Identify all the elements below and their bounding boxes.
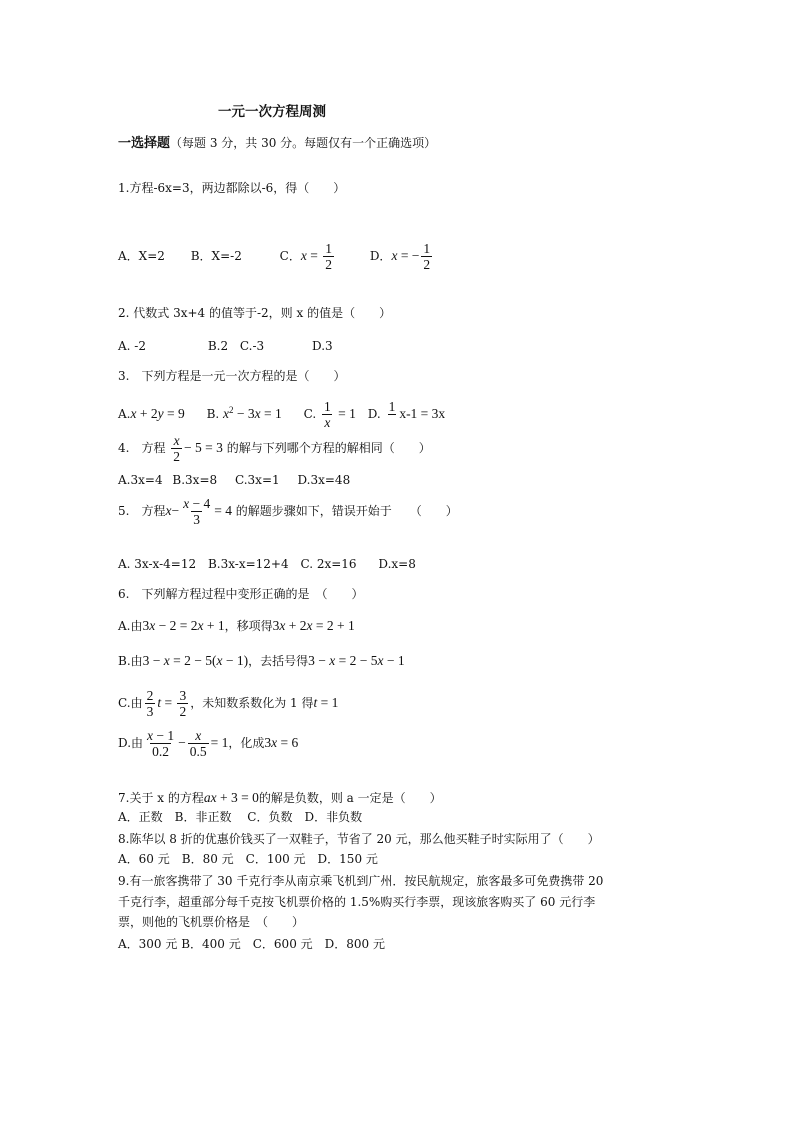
q1-option-c: C．x = $\frac{1}{2}$ [279, 241, 332, 272]
q2-options [118, 338, 355, 354]
q7-options: A．正数 B．非正数 C．负数 D．非负数 [118, 810, 363, 824]
q2-stem: 2. 代数式 3x+4 的值等于-2，则 x 的值是（ ） [118, 306, 392, 320]
q7-stem: 7.关于 x 的方程ax + 3 = 0的解是负数，则 a 一定是（ ） [118, 790, 442, 805]
q2-option-d: D.3 [312, 339, 333, 353]
q2-option-a: A. -2 [118, 339, 146, 353]
q5-option-c: C. 2x=16 [300, 557, 357, 571]
q2-option-c: C.-3 [239, 339, 265, 353]
q1-option-d: D．x = − $\frac{1}{2}$ [369, 241, 431, 272]
q3-options [118, 395, 467, 430]
q6-option-d: D.由 $\frac{x - 1}{0.2}$ − $\frac{x}{0.5}$ = 1，化成3x = 6 [118, 728, 299, 759]
q8-options: A．60 元 B．80 元 C．100 元 D．150 元 [118, 852, 378, 866]
q4-option-b: B.3x=8 [172, 473, 218, 487]
q1-stem: 1.方程-6x=3，两边都除以-6，得（ ） [118, 181, 346, 195]
section-label: 一选择题 [118, 136, 171, 151]
q1-option-a: A．X=2 [118, 249, 165, 263]
page-title: 一元一次方程周测 [218, 104, 326, 120]
q6-option-c: C.由 $\frac{2}{3}$ t = $\frac{3}{2}$ ，未知数系数化为 1 得t = 1 [118, 688, 339, 719]
q9-line-3: 票，则他的飞机票价格是 （ ） [118, 915, 305, 929]
q4-options [118, 472, 372, 488]
q6-stem: 6. 下列解方程过程中变形正确的是 （ ） [118, 587, 364, 601]
q4-stem: 4. 方程 $\frac{x}{2}$ − 5 = 3 的解与下列哪个方程的解相同（ ） [118, 433, 431, 464]
q1-options [118, 241, 456, 272]
q6-option-b: B.由3 − x = 2 − 5(x − 1)，去括号得3 − x = 2 − 5x − 1 [118, 653, 405, 668]
q8-stem: 8.陈华以 8 折的优惠价钱买了一双鞋子，节省了 20 元，那么他买鞋子时实际用了（ ） [118, 832, 600, 846]
q5-options [118, 556, 438, 572]
q4-option-d: D.3x=48 [297, 473, 351, 487]
section-heading [118, 135, 436, 152]
section-note: （每题 3 分，共 30 分。每题仅有一个正确选项） [170, 136, 437, 150]
q9-line-1: 9.有一旅客携带了 30 千克行李从南京乘飞机到广州．按民航规定，旅客最多可免费携带 20 [118, 874, 604, 888]
q3-option-a: A.x + 2y = 9 [118, 406, 185, 421]
q3-option-b: B. $x^2 - 3x = 1$ [206, 405, 282, 421]
q2-option-b: B.2 [207, 339, 229, 353]
q3-stem: 3. 下列方程是一元一次方程的是（ ） [118, 369, 346, 383]
q5-stem: 5. 方程x− $\frac{x - 4}{3}$ = 4 的解题步骤如下，错误开始于 （ ） [118, 496, 458, 527]
q4-option-a: A.3x=4 [118, 473, 163, 487]
q6-option-a: A.由3x − 2 = 2x + 1，移项得3x + 2x = 2 + 1 [118, 618, 355, 633]
q1-option-b: B．X=-2 [190, 249, 242, 263]
q5-option-a: A. 3x-x-4=12 [118, 557, 197, 571]
q9-options: A．300 元 B．400 元 C．600 元 D．800 元 [118, 937, 385, 951]
q3-option-d: D. 1 x-1 = 3x [368, 399, 445, 430]
q5-option-d: D.x=8 [378, 557, 416, 571]
q3-option-c: C. $\frac{1}{x}$ = 1 [303, 399, 356, 430]
q9-line-2: 千克行李，超重部分每千克按飞机票价格的 1.5%购买行李票，现该旅客购买了 60 元行李 [118, 895, 596, 909]
q4-option-c: C.3x=1 [234, 473, 280, 487]
q5-option-b: B.3x-x=12+4 [207, 557, 289, 571]
